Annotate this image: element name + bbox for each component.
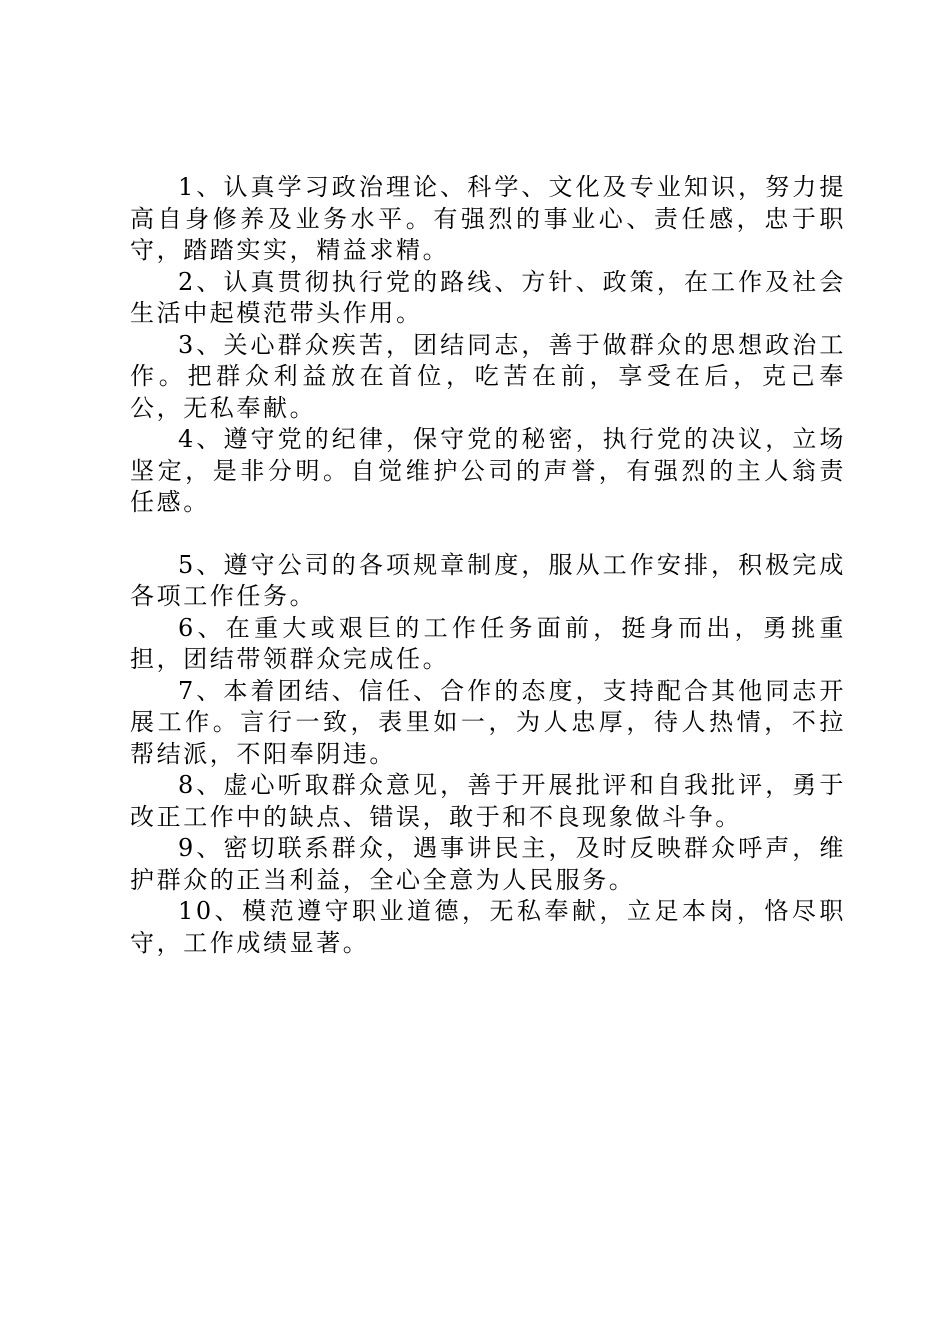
paragraph-5: 5、遵守公司的各项规章制度，服从工作安排，积极完成各项工作任务。 xyxy=(130,550,846,610)
paragraph-1: 1、认真学习政治理论、科学、文化及专业知识，努力提高自身修养及业务水平。有强烈的事业心、责任感，忠于职守，踏踏实实，精益求精。 xyxy=(130,173,846,264)
paragraph-4: 4、遵守党的纪律，保守党的秘密，执行党的决议，立场坚定，是非分明。自觉维护公司的声誉，有强烈的主人翁责任感。 xyxy=(130,425,846,516)
paragraph-6: 6、在重大或艰巨的工作任务面前，挺身而出，勇挑重担，团结带领群众完成任。 xyxy=(130,613,846,673)
paragraph-7: 7、本着团结、信任、合作的态度，支持配合其他同志开展工作。言行一致，表里如一，为人忠厚，待人热情，不拉帮结派，不阳奉阴违。 xyxy=(130,676,846,768)
document-body xyxy=(130,172,846,959)
paragraph-9: 9、密切联系群众，遇事讲民主，及时反映群众呼声，维护群众的正当利益，全心全意为人民服务。 xyxy=(130,834,846,894)
paragraph-3: 3、关心群众疾苦，团结同志，善于做群众的思想政治工作。把群众利益放在首位，吃苦在前，享受在后，克己奉公，无私奉献。 xyxy=(130,330,846,422)
paragraph-10: 10、模范遵守职业道德，无私奉献，立足本岗，恪尽职守，工作成绩显著。 xyxy=(130,897,846,957)
paragraph-2: 2、认真贯彻执行党的路线、方针、政策，在工作及社会生活中起模范带头作用。 xyxy=(130,267,846,327)
paragraph-8: 8、虚心听取群众意见，善于开展批评和自我批评，勇于改正工作中的缺点、错误，敢于和不良现象做斗争。 xyxy=(130,771,846,831)
